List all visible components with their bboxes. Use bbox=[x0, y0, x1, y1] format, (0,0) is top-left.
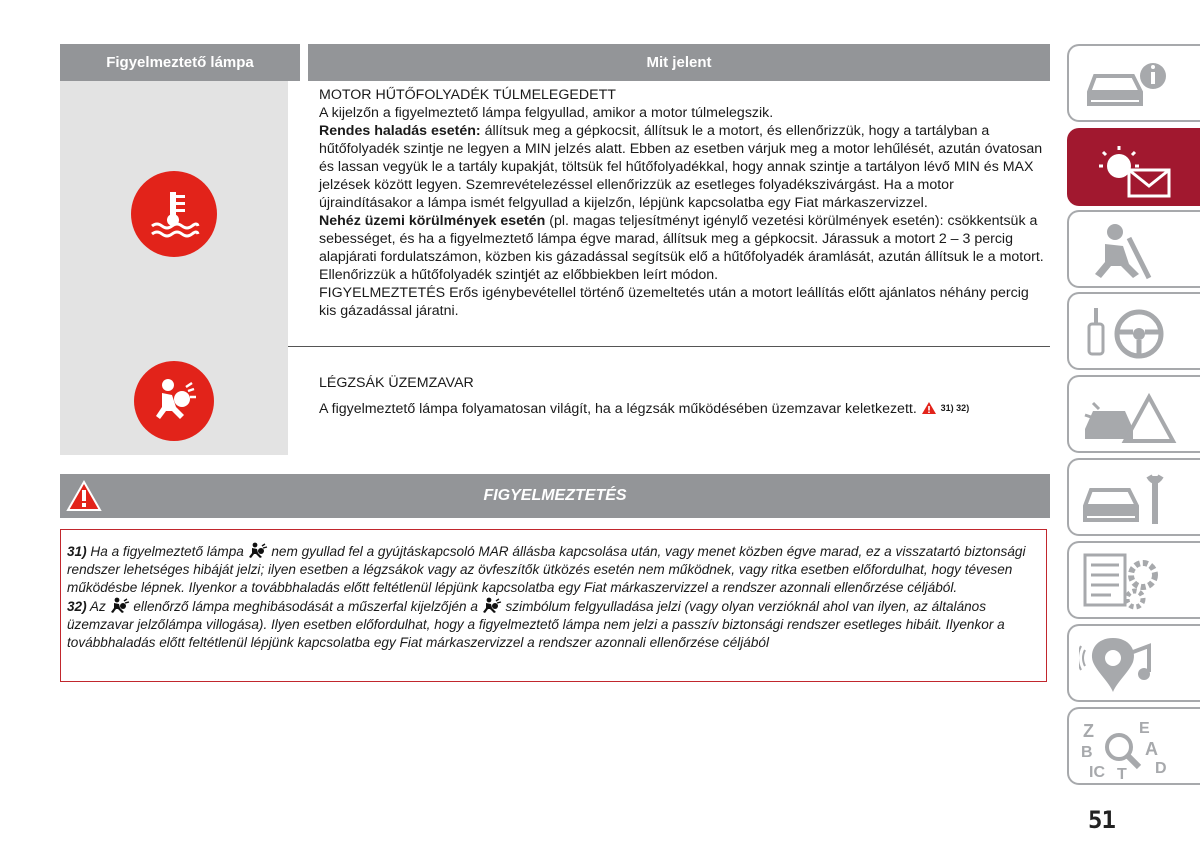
coolant-temperature-icon bbox=[131, 171, 217, 257]
car-maintenance-icon bbox=[1079, 466, 1189, 530]
warning-box bbox=[60, 529, 1047, 682]
svg-text:Z: Z bbox=[1083, 721, 1094, 741]
tab-safety[interactable] bbox=[1067, 210, 1200, 288]
warning-item-32-number: 32) bbox=[67, 599, 87, 614]
warning-triangle-icon bbox=[921, 401, 937, 415]
tab-index[interactable] bbox=[1067, 707, 1200, 785]
warning-item-32 bbox=[67, 597, 1041, 652]
warning-item-31-text-a: Ha a figyelmeztető lámpa bbox=[86, 544, 248, 559]
safety-seatbelt-icon bbox=[1079, 218, 1189, 282]
tab-car-info[interactable] bbox=[1067, 44, 1200, 122]
technical-data-icon bbox=[1079, 549, 1189, 613]
row1-note: FIGYELMEZTETÉS Erős igénybevétellel történő üzemeltetés után a motort leállítás előtt ajánlatos néhány percig kis gázadással járatni. bbox=[319, 285, 1029, 319]
row1-icon-cell bbox=[60, 81, 288, 346]
page-number: 51 bbox=[1088, 806, 1115, 834]
svg-text:T: T bbox=[1117, 766, 1127, 779]
svg-text:D: D bbox=[1155, 760, 1167, 777]
row1-intro: A kijelzőn a figyelmeztető lámpa felgyullad, amikor a motor túlmelegszik. bbox=[319, 105, 774, 121]
tab-technical-data[interactable] bbox=[1067, 541, 1200, 619]
warning-item-32-text-c: szimbólum felgyulladása jelzi (vagy olyan verzióknál ahol van ilyen, az általános üzemzavar jelzőlámpa villogása). Ilyen esetben előfordulhat, hogy a figyelmeztető lámpa nem jelzi a passzív biztonsági rendszer esetleges hibáit. Ilyenkor a továbbhaladás előtt feltétlenül lépjünk kapcsolatba egy Fiat márkaszervizzel a rendszer azonnali ellenőrzése céljából bbox=[67, 599, 1005, 650]
tab-warning-lights[interactable] bbox=[1067, 128, 1200, 206]
row2-refs: 31) 32) bbox=[940, 403, 970, 413]
warning-item-31-text-b: nem gyullad fel a gyújtáskapcsoló MAR állásba kapcsolása után, vagy menet közben égve marad, ez a visszatartó biztonsági rendszer lehetséges hibáját jelzi; ilyen esetben a légzsákok vagy az övfeszítők ütközés esetén nem működnek, vagy ritka esetben előfordulhat, hogy tévesen működésbe lépnek. Ilyenkor a továbbhaladás előtt feltétlenül lépjünk kapcsolatba egy Fiat márkaszervizzel a rendszer azonnali ellenőrzése céljából. bbox=[67, 544, 1026, 595]
warning-lights-messages-icon bbox=[1079, 136, 1189, 200]
row1-heavy-text: (pl. magas teljesítményt igénylő vezetési körülmények esetén): csökkentsük a sebességet, és ha a figyelmeztető lámpa égve marad, állítsuk meg a gépkocsit. Járassuk a motort 2 – 3 percig alapjárati fordulatszámon, közben kis gázadással segítsük elő a hűtőfolyadék áramlását, azután állítsuk le a motort. Ellenőrizzük a hűtőfolyadék szintjét az előbbiekben leírt módon. bbox=[319, 213, 1044, 283]
svg-text:E: E bbox=[1139, 720, 1150, 737]
row1-normal-paragraph bbox=[319, 122, 1047, 212]
car-info-icon bbox=[1079, 52, 1189, 116]
tab-multimedia[interactable] bbox=[1067, 624, 1200, 702]
airbag-symbol-icon bbox=[110, 597, 130, 614]
airbag-symbol-icon bbox=[248, 542, 268, 559]
row2-title: LÉGZSÁK ÜZEMZAVAR bbox=[319, 375, 474, 391]
warning-title: FIGYELMEZTETÉS bbox=[483, 487, 627, 504]
row2-text-line bbox=[319, 399, 1047, 418]
warning-item-32-text-b: ellenőrző lámpa meghibásodását a műszerfal kijelzőjén a bbox=[129, 599, 482, 614]
row-divider bbox=[288, 346, 1050, 347]
multimedia-icon bbox=[1079, 632, 1189, 696]
row1-heavy-label: Nehéz üzemi körülmények esetén bbox=[319, 213, 546, 229]
row1-normal-label: Rendes haladás esetén: bbox=[319, 123, 481, 139]
warning-header-bar bbox=[60, 474, 1050, 518]
tab-maintenance[interactable] bbox=[1067, 458, 1200, 536]
airbag-symbol-icon bbox=[482, 597, 502, 614]
column-header-warning-lamp: Figyelmeztető lámpa bbox=[60, 44, 300, 81]
warning-item-32-text-a: Az bbox=[86, 599, 110, 614]
row2-text: A figyelmeztető lámpa folyamatosan világít, ha a légzsák működésében üzemzavar keletkezett. bbox=[319, 401, 917, 417]
svg-text:IC: IC bbox=[1089, 764, 1105, 779]
row1-title: MOTOR HŰTŐFOLYADÉK TÚLMELEGEDETT bbox=[319, 87, 616, 103]
row1-heavy-paragraph bbox=[319, 212, 1047, 284]
svg-text:A: A bbox=[1145, 739, 1158, 759]
key-steering-wheel-icon bbox=[1079, 300, 1189, 364]
emergency-breakdown-icon bbox=[1079, 383, 1189, 447]
warning-text bbox=[67, 542, 1041, 652]
tab-starting-driving[interactable] bbox=[1067, 292, 1200, 370]
airbag-warning-icon bbox=[134, 361, 214, 441]
warning-item-31 bbox=[67, 542, 1041, 597]
tab-emergency[interactable] bbox=[1067, 375, 1200, 453]
row1-normal-text: állítsuk meg a gépkocsit, állítsuk le a motort, és ellenőrizzük, hogy a tartályban a hűtőfolyadék szintje ne legyen a MIN jelzés alatt. Ebben az esetben várjuk meg a motor lehűlését, azután óvatosan és lassan vegyük le a tartály kupakját, töltsük fel hűtőfolyadékkal, hogy annak szintje a tartályon lévő MIN és MAX jelzések között legyen. Szemrevételezéssel ellenőrizzük az esetleges folyadékszivárgást. Ha a motor újraindításakor a lámpa ismét felgyullad a kijelzőn, lépjünk kapcsolatba egy Fiat márkaszervizzel. bbox=[319, 123, 1043, 211]
row2-icon-cell bbox=[60, 346, 288, 455]
svg-text:B: B bbox=[1081, 744, 1093, 761]
row1-text bbox=[319, 86, 1047, 320]
alphabetical-index-icon bbox=[1079, 715, 1189, 779]
column-header-meaning: Mit jelent bbox=[308, 44, 1050, 81]
warning-item-31-number: 31) bbox=[67, 544, 87, 559]
